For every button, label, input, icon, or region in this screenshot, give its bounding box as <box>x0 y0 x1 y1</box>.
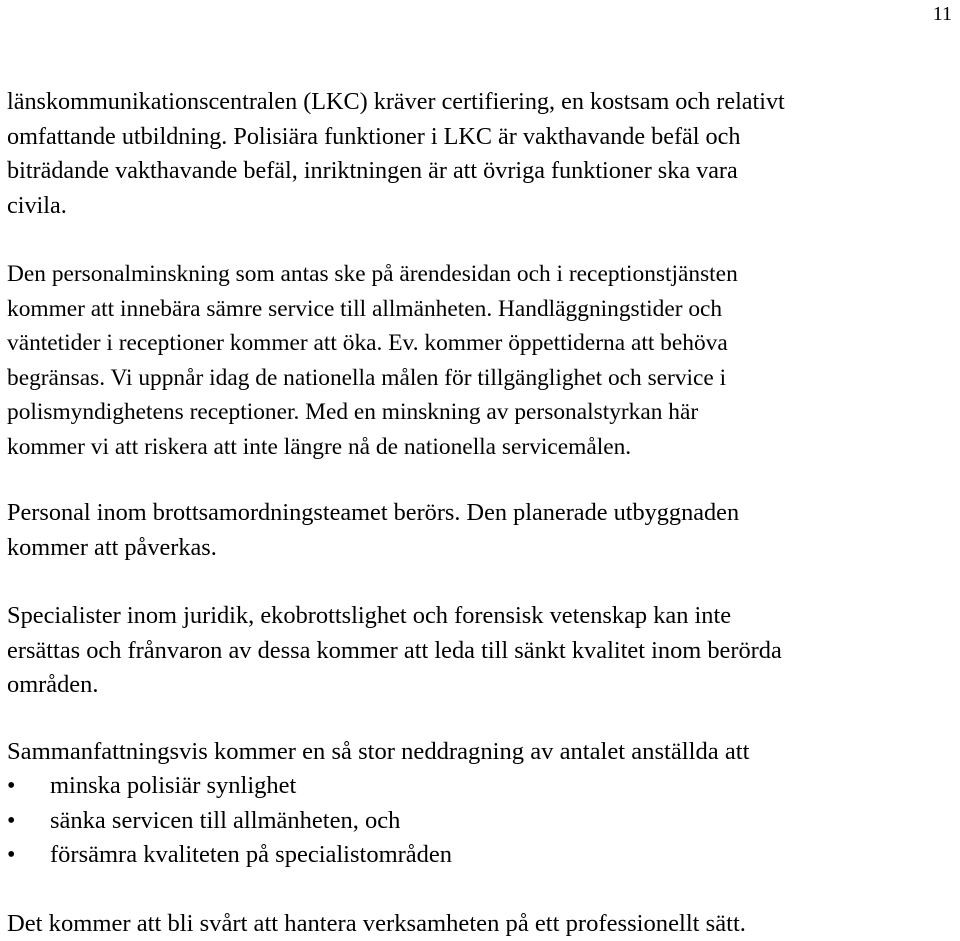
list-item-text: sänka servicen till allmänheten, och <box>50 806 401 834</box>
list-item-text: försämra kvaliteten på specialistområden <box>50 841 453 868</box>
paragraph-conclusion: Det kommer att bli svårt att hantera verksamheten på ett professionellt sätt. <box>7 909 746 937</box>
paragraph-crime-coordination: Personal inom brottsamordningsteamet berörs. Den planerade utbyggnaden kommer att påverkas. <box>7 499 740 561</box>
paragraph-summary-intro: Sammanfattningsvis kommer en så stor neddragning av antalet anställda att <box>7 737 750 765</box>
paragraph-lkc-certification: länskommunikationscentralen (LKC) kräver certifiering, en kostsam och relativt omfattande utbildning. Polisiära funktioner i LKC är vakthavande befäl och biträdande vakthavande befäl, inriktningen är att övriga funktioner ska vara civila. <box>7 88 785 219</box>
paragraph-specialists: Specialister inom juridik, ekobrottslighet och forensisk vetenskap kan inte ersättas och frånvaron av dessa kommer att leda till sänkt kvalitet inom berörda områden. <box>7 602 782 698</box>
list-item <box>7 838 957 873</box>
paragraph-personnel-reduction: Den personalminskning som antas ske på ärendesidan och i receptionstjänsten kommer att innebära sämre service till allmänheten. Handläggningstider och väntetider i receptioner kommer att öka. Ev. kommer öppettiderna att behöva begränsas. Vi uppnår idag de nationella målen för tillgänglighet och service i polismyndighetens receptioner. Med en minskning av personalstyrkan här kommer vi att riskera att inte längre nå de nationella servicemålen. <box>7 261 738 460</box>
list-item <box>7 769 957 804</box>
page-number: 11 <box>932 3 952 25</box>
bullet-list <box>7 769 957 873</box>
list-item-text: minska polisiär synlighet <box>50 772 297 799</box>
bullet-icon: • <box>7 773 16 799</box>
bullet-icon: • <box>7 842 16 868</box>
list-item <box>7 804 957 839</box>
document-body <box>7 85 957 941</box>
bullet-icon: • <box>7 807 16 834</box>
